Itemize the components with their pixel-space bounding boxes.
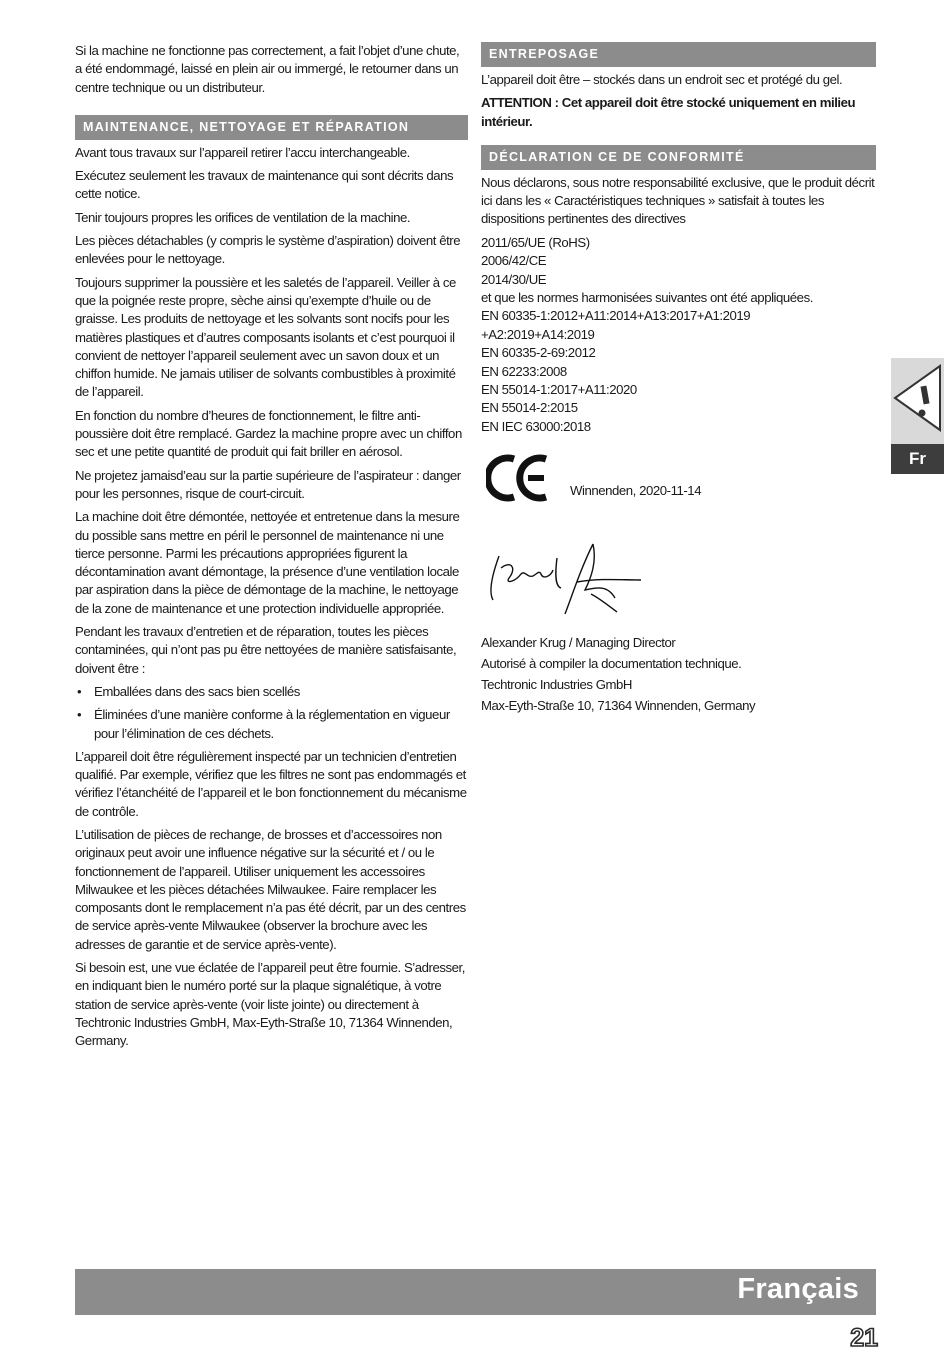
standard-item: EN 62233:2008: [481, 363, 567, 379]
standards-list: [481, 307, 876, 436]
maintenance-paragraph: Toujours supprimer la poussière et les saletés de l’appareil. Veiller à ce que la poignée reste propre, sèche ainsi qu’exempte d’huile ou de graisse. Les produits de nettoyage et les solvants sont nocifs pour les matières plastiques et d’autres composants isolants et c’est pourquoi il convient de nettoyer l’appareil seulement avec un savon doux et un chiffon humide. Ne jamais utiliser de solvants combustibles à proximité de l’appareil.: [75, 274, 456, 400]
company-address: Max-Eyth-Straße 10, 71364 Winnenden, Germany: [481, 698, 756, 714]
footer-language: Français: [737, 1273, 859, 1305]
signer-name: Alexander Krug / Managing Director: [481, 635, 676, 651]
intro-paragraph: Si la machine ne fonctionne pas correctement, a fait l’objet d’une chute, a été endommagé, laissé en plein air ou immergé, le retourner dans un centre technique ou un distributeur.: [75, 43, 460, 95]
right-column: [481, 42, 876, 716]
standard-item: +A2:2019+A14:2019: [481, 326, 595, 342]
standards-intro: et que les normes harmonisées suivantes ont été appliquées.: [481, 290, 813, 305]
maintenance-paragraph: Les pièces détachables (y compris le système d’aspiration) doivent être enlevées pour le nettoyage.: [75, 233, 461, 267]
ce-mark-icon: [486, 454, 552, 502]
signatory-block: [481, 632, 876, 716]
language-code: Fr: [891, 444, 944, 474]
authorized-text: Autorisé à compiler la documentation technique.: [481, 656, 742, 672]
left-column: [75, 42, 468, 1056]
declaration-heading: DÉCLARATION CE DE CONFORMITÉ: [481, 145, 876, 170]
maintenance-paragraph: La machine doit être démontée, nettoyée et entretenue dans la mesure du possible sans mettre en péril le personnel de maintenance ni une tierce personne. Parmi les précautions appropriées figurent la décontamination avant démontage, la présence d’une ventilation locale par aspiration dans la pièce de démontage de la machine, le nettoyage de la zone de maintenance et une protection individuelle appropriée.: [75, 509, 460, 616]
standard-item: EN 60335-2-69:2012: [481, 345, 596, 361]
standard-item: EN IEC 63000:2018: [481, 418, 591, 434]
footer-language-bar: [75, 1269, 876, 1315]
maintenance-paragraph: Ne projetez jamaisd’eau sur la partie supérieure de l’aspirateur : danger pour les personnes, risque de court-circuit.: [75, 467, 461, 501]
standard-item: EN 55014-2:2015: [481, 400, 578, 416]
maintenance-heading: MAINTENANCE, NETTOYAGE ET RÉPARATION: [75, 115, 468, 140]
maintenance-paragraph: Pendant les travaux d’entretien et de réparation, toutes les pièces contaminées, qui n’ont pas pu être nettoyées de manière satisfaisante, doivent être :: [75, 624, 457, 676]
list-item: • Emballées dans des sacs bien scellés: [75, 683, 468, 701]
declaration-intro: Nous déclarons, sous notre responsabilité exclusive, que le produit décrit ici dans les « Caractéristiques techniques » satisfait à toutes les dispositions pertinentes des directives: [481, 174, 875, 227]
maintenance-paragraph: Exécutez seulement les travaux de maintenance qui sont décrits dans cette notice.: [75, 168, 454, 202]
maintenance-paragraph: Tenir toujours propres les orifices de ventilation de la machine.: [75, 209, 411, 225]
page-number: 21: [850, 1324, 878, 1352]
directives-list: [481, 234, 876, 289]
language-side-tab: [891, 358, 944, 474]
directive-item: 2011/65/UE (RoHS): [481, 234, 590, 250]
signature: [481, 538, 876, 622]
directive-item: 2014/30/UE: [481, 271, 547, 287]
maintenance-paragraph: L’utilisation de pièces de rechange, de brosses et d’accessoires non originaux peut avoir une influence négative sur la sécurité et / ou le fonctionnement de l’appareil. Utiliser uniquement les accessoires Milwaukee et les pièces détachées Milwaukee. Faire remplacer les composants dont le remplacement n’a pas été décrit, par un des centres de service après-vente Milwaukee (observer la brochure avec les adresses de garantie et de service après-vente).: [75, 826, 466, 952]
storage-text: L’appareil doit être – stockés dans un endroit sec et protégé du gel.: [481, 72, 843, 87]
list-item: • Éliminées d’une manière conforme à la réglementation en vigueur pour l’élimination de ces déchets.: [77, 707, 450, 741]
standard-item: EN 55014-1:2017+A11:2020: [481, 382, 637, 398]
maintenance-paragraph: Si besoin est, une vue éclatée de l’appareil peut être fournie. S’adresser, en indiquant bien le numéro porté sur la plaque signalétique, à votre station de service après-vente (voir liste jointe) ou directement à Techtronic Industries GmbH, Max-Eyth-Straße 10, 71364 Winnenden, Germany.: [75, 960, 465, 1049]
maintenance-paragraph: En fonction du nombre d’heures de fonctionnement, le filtre anti-poussière doit être remplacé. Gardez la machine propre avec un chiffon sec et une petite quantité de produit qui fait briller en aérosol.: [75, 407, 462, 460]
bullet-icon: •: [77, 707, 82, 723]
place-date: Winnenden, 2020-11-14: [570, 483, 702, 499]
warning-icon: [891, 358, 944, 444]
contaminated-parts-list: [75, 683, 468, 743]
storage-heading: ENTREPOSAGE: [481, 42, 876, 67]
bullet-icon: •: [77, 683, 82, 699]
maintenance-paragraph: L’appareil doit être régulièrement inspecté par un technicien d’entretien qualifié. Par exemple, vérifiez que les filtres ne sont pas endommagés et vérifiez l’étanchéité de l’appareil et le bon fonctionnement du mécanisme de contrôle.: [75, 748, 467, 819]
standard-item: EN 60335-1:2012+A11:2014+A13:2017+A1:2019: [481, 308, 751, 324]
directive-item: 2006/42/CE: [481, 253, 547, 269]
company-name: Techtronic Industries GmbH: [481, 677, 633, 693]
ce-row: [481, 454, 876, 544]
maintenance-paragraph: Avant tous travaux sur l’appareil retirer l’accu interchangeable.: [75, 144, 410, 160]
storage-attention: ATTENTION : Cet appareil doit être stocké uniquement en milieu intérieur.: [481, 95, 856, 129]
signature-image: [481, 538, 651, 622]
